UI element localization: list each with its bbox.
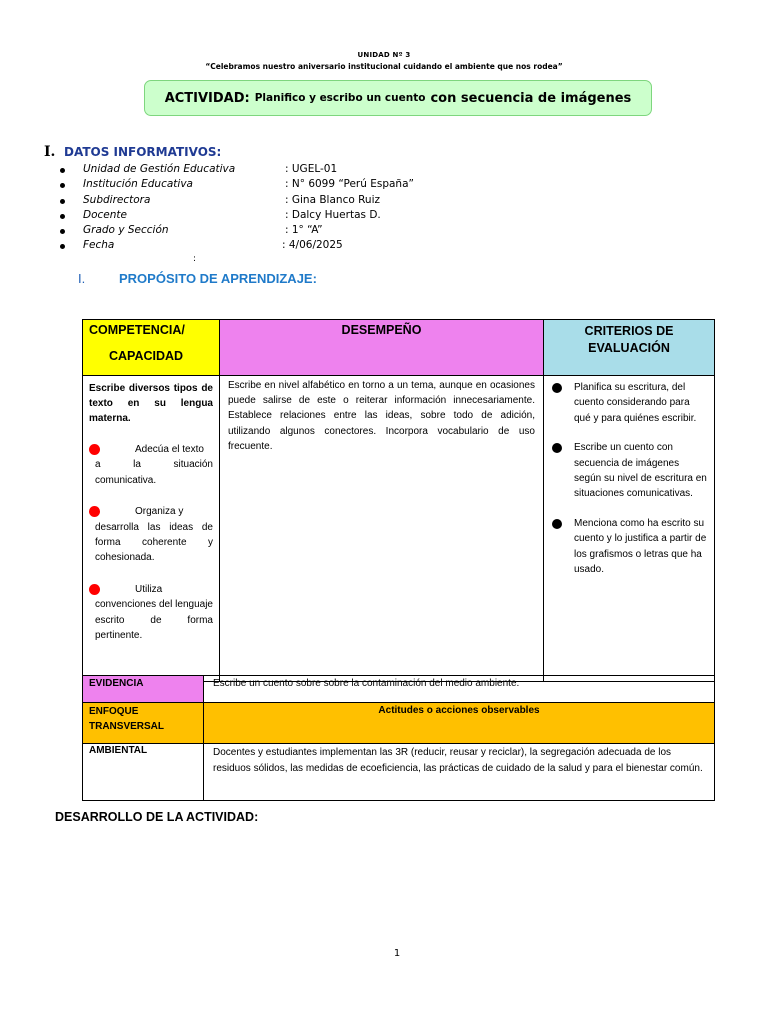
- section1-number: I.: [44, 144, 56, 160]
- table-row: [83, 744, 715, 801]
- unit-number: UNIDAD Nº 3: [357, 51, 411, 59]
- section1-title: DATOS INFORMATIVOS:: [64, 145, 222, 159]
- info-value: : 1° “A”: [285, 224, 323, 237]
- info-value: : Gina Blanco Ruiz: [285, 193, 381, 206]
- info-key: Institución Educativa: [83, 178, 193, 191]
- criterio-text: Escribe un cuento con secuencia de imágenes según su nivel de escritura en situaciones comunicativas.: [574, 442, 707, 500]
- info-item: [60, 162, 480, 177]
- activity-title-part2: con secuencia de imágenes: [430, 90, 632, 106]
- bullet-icon: [552, 519, 562, 529]
- bullet-icon: [60, 168, 65, 173]
- competencia-text: Escribe diversos tipos de texto en su lengua materna.: [89, 383, 213, 424]
- info-key: Unidad de Gestión Educativa: [83, 163, 236, 175]
- table-row: [83, 676, 715, 703]
- competencia-cell: [83, 376, 220, 682]
- table-row: [83, 703, 715, 744]
- bullet-icon: [552, 383, 562, 393]
- info-item: [60, 193, 480, 208]
- capacidad-first: Utiliza: [135, 583, 163, 595]
- actitudes-label: Actitudes o acciones observables: [204, 703, 715, 744]
- criterio-text: Menciona como ha escrito su cuento y lo justifica a partir de los grafismos o letras que ha usado.: [574, 517, 707, 576]
- ambiental-label: AMBIENTAL: [83, 744, 204, 801]
- info-value: : 4/06/2025: [282, 239, 343, 252]
- learning-purpose-table: [82, 319, 715, 682]
- capacidad-first: Organiza y: [135, 506, 184, 518]
- criterio-text: Planifica su escritura, del cuento considerando para qué y para quiénes escribir.: [574, 382, 697, 424]
- stray-colon: :: [193, 254, 197, 264]
- info-item: [60, 238, 480, 253]
- header-competencia: [83, 320, 220, 376]
- capacidad-rest: desarrolla las ideas de forma coherente y cohesionada.: [95, 521, 213, 564]
- info-value: : Dalcy Huertas D.: [285, 208, 381, 221]
- criterio-item: [550, 440, 708, 502]
- criterios-cell: [544, 376, 715, 682]
- section2-number: I.: [78, 271, 86, 286]
- info-key: Fecha: [83, 239, 115, 252]
- info-item: [60, 177, 480, 192]
- bullet-icon: [552, 443, 562, 453]
- unit-motto: “Celebramos nuestro aniversario institucional cuidando el ambiente que nos rodea”: [205, 62, 563, 71]
- bullet-icon: [60, 199, 65, 204]
- capacidad-item: [89, 442, 213, 488]
- criterio-item: [550, 380, 708, 426]
- activity-title-part1: Planifico y escribo un cuento: [254, 92, 426, 104]
- bullet-icon: [60, 183, 65, 188]
- header-competencia-line1: COMPETENCIA/: [89, 323, 185, 337]
- bullet-icon: [60, 214, 65, 219]
- capacidad-item: [89, 504, 213, 566]
- section2-title: PROPÓSITO DE APRENDIZAJE:: [119, 271, 317, 286]
- capacidad-rest: convenciones del lenguaje escrito de forma pertinente.: [95, 599, 213, 642]
- capacidad-item: [89, 582, 213, 644]
- info-key: Grado y Sección: [83, 224, 169, 237]
- info-value: : UGEL-01: [285, 163, 338, 175]
- desarrollo-heading: DESARROLLO DE LA ACTIVIDAD:: [55, 810, 259, 824]
- evidencia-label: EVIDENCIA: [83, 676, 204, 703]
- info-key: Subdirectora: [83, 193, 151, 206]
- bullet-icon: [60, 244, 65, 249]
- info-value: : N° 6099 “Perú España”: [285, 178, 414, 191]
- info-item: [60, 208, 480, 223]
- bullet-icon: [60, 229, 65, 234]
- table-header-row: [83, 320, 715, 376]
- capacidad-rest: a la situación comunicativa.: [95, 459, 213, 486]
- header-criterios: CRITERIOS DE EVALUACIÓN: [544, 320, 715, 376]
- activity-title-box: [144, 80, 652, 116]
- table-row: [83, 376, 715, 682]
- red-bullet-icon: [89, 584, 100, 595]
- info-item: [60, 223, 480, 238]
- page-number: 1: [393, 948, 401, 959]
- header-competencia-line2: CAPACIDAD: [109, 349, 184, 363]
- criterio-item: [550, 516, 708, 578]
- evidence-approach-table: [82, 675, 715, 801]
- header-desempeno: DESEMPEÑO: [220, 320, 544, 376]
- red-bullet-icon: [89, 444, 100, 455]
- activity-label: ACTIVIDAD:: [164, 90, 250, 106]
- info-list: [60, 162, 480, 254]
- evidencia-text: Escribe un cuento sobre sobre la contaminación del medio ambiente.: [204, 676, 715, 703]
- ambiental-text: Docentes y estudiantes implementan las 3R (reducir, reusar y reciclar), la segregación adecuada de los residuos sólidos, las medidas de ecoeficiencia, las prácticas de cuidado de la salud y para el bienestar común.: [204, 744, 715, 801]
- desempeno-cell: Escribe en nivel alfabético en torno a un tema, aunque en ocasiones puede salirse de este o reiterar información innecesariamente. Establece relaciones entre las ideas, sobre todo de adición, utilizando algunos conectores. Incorpora vocabulario de uso frecuente.: [220, 376, 544, 682]
- info-key: Docente: [83, 208, 127, 221]
- enfoque-label: ENFOQUE TRANSVERSAL: [83, 703, 204, 744]
- capacidad-first: Adecúa el texto: [135, 444, 204, 455]
